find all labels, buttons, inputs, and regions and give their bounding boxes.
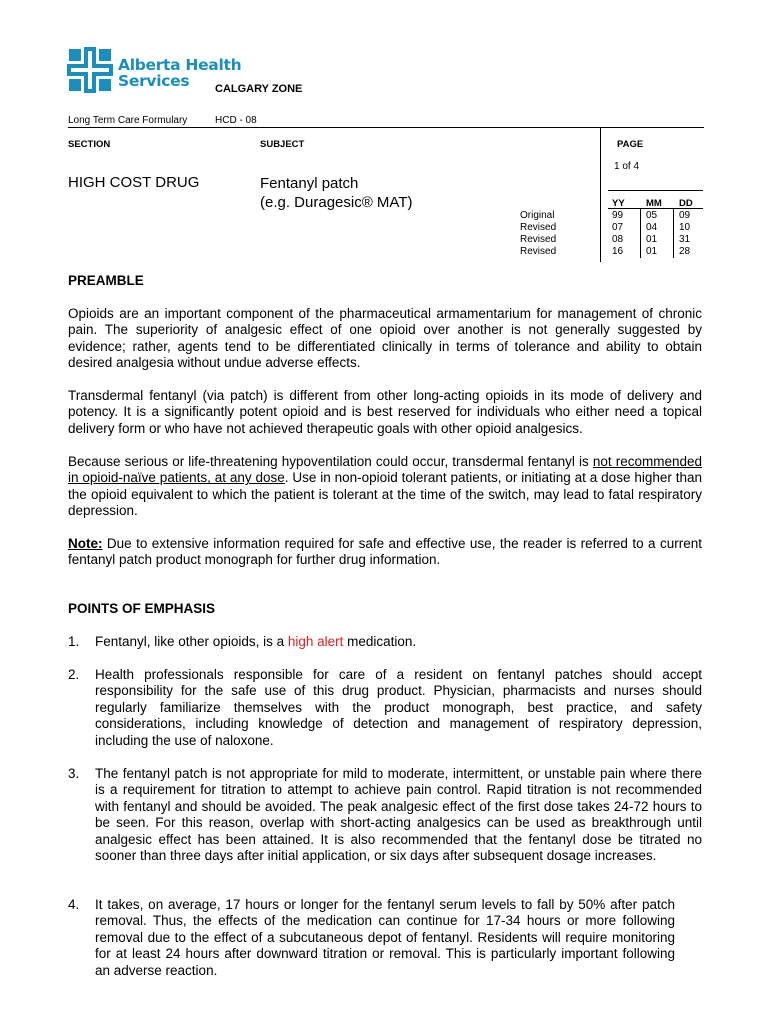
subject-value — [260, 174, 412, 212]
revision-label: Revised — [520, 246, 557, 257]
dd-value: 10 — [679, 222, 691, 233]
note-text: Due to extensive information required for safe and effective use, the reader is referred to a current fentanyl patch product monograph for further drug information. — [68, 536, 702, 568]
mm-value: 05 — [646, 210, 658, 221]
list-text: Health professionals responsible for care of a resident on fentanyl patches should accept responsibility for the safe use of this drug product. Physician, pharmacists and nurses should regularly familiarize themselves with the product monograph, best practice, and safety considerations, including knowledge of detection and management of respiratory depression, including the use of naloxone. — [95, 667, 702, 748]
subject-line-1: Fentanyl patch — [260, 175, 359, 192]
alberta-health-services-logo — [67, 47, 113, 93]
revision-label: Revised — [520, 222, 557, 233]
mm-column — [646, 210, 657, 258]
yy-value: 08 — [612, 234, 624, 245]
underlined-warning: not recommended in opioid-naïve patients, at any dose — [68, 454, 703, 486]
list-text: The fentanyl patch is not appropriate for mild to moderate, intermittent, or unstable pain where there is a requirement for titration to attempt to achieve pain control. Rapid titration is not recommended with fentanyl and should be avoided. The peak analgesic effect of the first dose takes 24-72 hours to be seen. For this reason, overlap with short-acting analgesics can be used as breakthrough until analgesic effect has been attained. It is also recommended that the fentanyl dose be titrated no sooner than three days after initial application, or six days after subsequent dosage increases. — [95, 766, 702, 864]
subject-label: SUBJECT — [260, 139, 305, 150]
dd-value: 09 — [679, 210, 691, 221]
paragraph-text: Because serious or life-threatening hypoventilation could occur, transdermal fentanyl is — [68, 454, 593, 469]
list-item — [68, 897, 675, 979]
logo-line-1: Alberta Health — [118, 56, 242, 74]
note-label: Note: — [68, 536, 103, 551]
dd-column — [679, 210, 690, 258]
page-column-divider — [600, 127, 601, 262]
list-text — [95, 634, 702, 650]
page-divider — [608, 190, 703, 191]
note-paragraph — [68, 536, 702, 569]
logo-line-2: Services — [118, 72, 190, 90]
high-alert-text: high alert — [287, 634, 344, 649]
revision-labels — [520, 210, 556, 258]
revision-label: Original — [520, 210, 555, 221]
yy-column — [612, 210, 623, 258]
list-item — [68, 667, 702, 749]
section-value: HIGH COST DRUG — [68, 174, 200, 191]
yy-value: 07 — [612, 222, 624, 233]
list-number: 4. — [68, 897, 80, 912]
dd-value: 28 — [679, 246, 691, 257]
yy-value: 99 — [612, 210, 624, 221]
paragraph-text: . Use in non-opioid tolerant patients, or initiating at a dose higher than the opioid equivalent to which the patient is tolerant at the time of the switch, may lead to fatal respiratory depression. — [68, 470, 702, 519]
preamble-paragraph-2: Transdermal fentanyl (via patch) is different from other long-acting opioids in its mode of delivery and potency. It is a significantly potent opioid and is best reserved for individuals who either need a topical delivery form or who have not achieved therapeutic goals with other opioid analgesics. — [68, 388, 702, 436]
mm-value: 01 — [646, 234, 658, 245]
list-text-part: Fentanyl, like other opioids, is a — [95, 634, 288, 649]
mm-value: 04 — [646, 222, 658, 233]
list-text-part: medication. — [343, 634, 417, 649]
formulary-name: Long Term Care Formulary — [68, 115, 188, 126]
header-divider — [68, 127, 704, 128]
revision-label: Revised — [520, 234, 557, 245]
preamble-paragraph-1: Opioids are an important component of the pharmaceutical armamentarium for management of chronic pain. The superiority of analgesic effect of one opioid over another is not generally suggested by evidence; rather, agents tend to be differentiated clinically in terms of tolerance and ability to obtain desired analgesia without undue adverse effects. — [68, 306, 702, 371]
dd-value: 31 — [679, 234, 691, 245]
subject-line-2: (e.g. Duragesic® MAT) — [260, 194, 413, 211]
preamble-heading: PREAMBLE — [68, 273, 144, 288]
zone-label: CALGARY ZONE — [215, 83, 303, 95]
mm-header: MM — [646, 198, 662, 209]
list-number: 2. — [68, 667, 80, 682]
emphasis-heading: POINTS OF EMPHASIS — [68, 601, 216, 616]
preamble-paragraph-3 — [68, 454, 702, 520]
dd-header: DD — [679, 198, 693, 209]
page-label: PAGE — [617, 139, 644, 150]
page-count: 1 of 4 — [614, 161, 640, 172]
section-label: SECTION — [68, 139, 111, 150]
dates-divider — [608, 208, 703, 209]
date-column-divider — [673, 208, 674, 258]
list-number: 1. — [68, 634, 80, 649]
list-number: 3. — [68, 766, 80, 781]
list-text: It takes, on average, 17 hours or longer for the fentanyl serum levels to fall by 50% after patch removal. Thus, the effects of the medication can continue for 17-34 hours or more following removal due to the effect of a subcutaneous depot of fentanyl. Residents will require monitoring for at least 24 hours after downward titration or removal. This is particularly important following an adverse reaction. — [95, 897, 675, 978]
yy-header: YY — [612, 198, 625, 209]
date-column-divider — [640, 208, 641, 258]
list-item — [68, 634, 702, 650]
document-code: HCD - 08 — [215, 115, 257, 126]
mm-value: 01 — [646, 246, 658, 257]
yy-value: 16 — [612, 246, 624, 257]
list-item — [68, 766, 702, 864]
